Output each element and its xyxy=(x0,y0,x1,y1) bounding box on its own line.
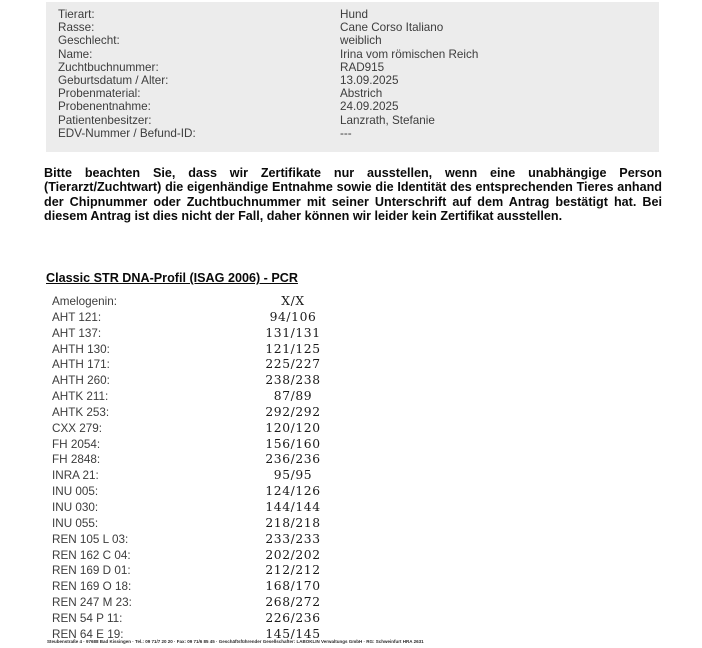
marker-row xyxy=(46,405,406,421)
info-row-value: Abstrich xyxy=(340,87,383,101)
marker-name: REN 162 C 04: xyxy=(52,548,131,562)
marker-name: REN 64 E 19: xyxy=(52,627,124,641)
marker-name: Amelogenin: xyxy=(52,295,117,308)
marker-alleles: 268/272 xyxy=(265,595,321,610)
info-row xyxy=(46,8,659,21)
marker-row xyxy=(46,389,406,405)
info-row xyxy=(46,48,659,61)
marker-alleles: 238/238 xyxy=(265,373,321,388)
marker-alleles: X/X xyxy=(281,294,305,308)
info-row-label: Geschlecht: xyxy=(58,34,120,48)
info-row-value: RAD915 xyxy=(340,60,385,74)
marker-alleles: 233/233 xyxy=(265,531,321,546)
marker-alleles: 236/236 xyxy=(265,452,321,467)
info-row xyxy=(46,74,659,87)
marker-name: INU 030: xyxy=(52,500,99,514)
marker-name: REN 105 L 03: xyxy=(52,532,129,546)
marker-row xyxy=(46,326,406,342)
marker-alleles: 120/120 xyxy=(265,420,321,435)
certificate-notice-paragraph: Bitte beachten Sie, dass wir Zertifikate nur ausstellen, wenn eine unabhängige Person (Tierarzt/Zuchtwart) die eigenhändige Entnahme sowie die Identität des entsprechenden Tieres anhand der Chipnummer oder Zuchtbuchnummer mit seiner Unterschrift auf dem Antrag bestätigt hat. Bei diesem Antrag ist dies nicht der Fall, daher können wir leider kein Zertifikat ausstellen. xyxy=(44,166,662,223)
marker-row xyxy=(46,548,406,564)
info-row-label: Probenentnahme: xyxy=(58,100,151,114)
info-row-label: Name: xyxy=(58,47,93,61)
marker-row xyxy=(46,452,406,468)
marker-row xyxy=(46,532,406,548)
str-marker-table xyxy=(46,294,406,643)
marker-name: INU 005: xyxy=(52,485,99,499)
marker-row xyxy=(46,611,406,627)
marker-name: AHTK 211: xyxy=(52,390,109,404)
marker-alleles: 145/145 xyxy=(265,626,321,641)
marker-row xyxy=(46,595,406,611)
info-row xyxy=(46,100,659,113)
marker-name: AHTH 171: xyxy=(52,358,110,372)
marker-row xyxy=(46,373,406,389)
marker-row xyxy=(46,516,406,532)
marker-alleles: 94/106 xyxy=(269,309,317,324)
marker-alleles: 225/227 xyxy=(265,357,321,372)
info-row xyxy=(46,61,659,74)
info-row-value: Lanzrath, Stefanie xyxy=(340,113,435,127)
info-row-value: 13.09.2025 xyxy=(340,73,399,87)
marker-row xyxy=(46,294,406,310)
info-row xyxy=(46,114,659,127)
marker-row xyxy=(46,484,406,500)
marker-name: FH 2848: xyxy=(52,453,101,467)
marker-alleles: 292/292 xyxy=(265,404,321,419)
marker-row xyxy=(46,468,406,484)
marker-name: CXX 279: xyxy=(52,421,103,435)
info-row xyxy=(46,34,659,47)
info-row-value: Hund xyxy=(340,8,368,21)
marker-alleles: 131/131 xyxy=(265,325,321,340)
marker-alleles: 212/212 xyxy=(265,563,321,578)
marker-name: AHTH 260: xyxy=(52,374,110,388)
marker-row xyxy=(46,500,406,516)
marker-row xyxy=(46,437,406,453)
marker-name: AHTH 130: xyxy=(52,342,110,356)
info-row-value: Irina vom römischen Reich xyxy=(340,47,479,61)
letterhead-footer: Steubenstraße 4 · 97688 Bad Kissingen · Tel.: 09 71/7 20 20 · Fax: 09 71/6 85 45 · Geschäftsführender Gesellschafter: LABOKLIN Verwaltungs GmbH · RG: Schweinfurt HRA 2631 xyxy=(47,639,424,644)
info-row-label: EDV-Nummer / Befund-ID: xyxy=(58,126,196,140)
info-row xyxy=(46,21,659,34)
marker-name: AHT 137: xyxy=(52,326,102,340)
marker-name: AHT 121: xyxy=(52,310,102,324)
info-row-value: --- xyxy=(340,126,352,140)
marker-name: REN 169 O 18: xyxy=(52,580,132,594)
info-row-label: Probenmaterial: xyxy=(58,87,141,101)
info-row xyxy=(46,127,659,140)
info-row-value: Cane Corso Italiano xyxy=(340,21,444,35)
marker-row xyxy=(46,310,406,326)
marker-name: AHTK 253: xyxy=(52,405,110,419)
marker-row xyxy=(46,579,406,595)
info-row-label: Zuchtbuchnummer: xyxy=(58,60,159,74)
marker-name: INRA 21: xyxy=(52,469,99,483)
marker-row xyxy=(46,563,406,579)
marker-alleles: 144/144 xyxy=(265,499,321,514)
info-row xyxy=(46,87,659,100)
marker-row xyxy=(46,342,406,358)
marker-name: FH 2054: xyxy=(52,437,101,451)
marker-name: INU 055: xyxy=(52,516,99,530)
info-row-label: Patientenbesitzer: xyxy=(58,113,152,127)
marker-alleles: 156/160 xyxy=(265,436,321,451)
info-row-label: Geburtsdatum / Alter: xyxy=(58,73,169,87)
animal-info-box xyxy=(46,2,659,152)
info-row-label: Tierart: xyxy=(58,8,95,21)
marker-name: REN 54 P 11: xyxy=(52,611,123,625)
marker-name: REN 247 M 23: xyxy=(52,596,132,610)
marker-row xyxy=(46,421,406,437)
marker-alleles: 124/126 xyxy=(265,484,321,499)
info-row-value: 24.09.2025 xyxy=(340,100,399,114)
marker-alleles: 218/218 xyxy=(265,515,321,530)
info-row-value: weiblich xyxy=(340,34,382,48)
marker-alleles: 121/125 xyxy=(265,341,321,356)
marker-alleles: 95/95 xyxy=(273,468,313,483)
str-profile-section-title: Classic STR DNA-Profil (ISAG 2006) - PCR xyxy=(46,271,298,285)
marker-alleles: 226/236 xyxy=(265,610,321,625)
marker-name: REN 169 D 01: xyxy=(52,564,131,578)
marker-alleles: 168/170 xyxy=(265,579,321,594)
marker-alleles: 202/202 xyxy=(265,547,321,562)
marker-row xyxy=(46,357,406,373)
marker-alleles: 87/89 xyxy=(273,389,313,404)
info-row-label: Rasse: xyxy=(58,21,95,35)
